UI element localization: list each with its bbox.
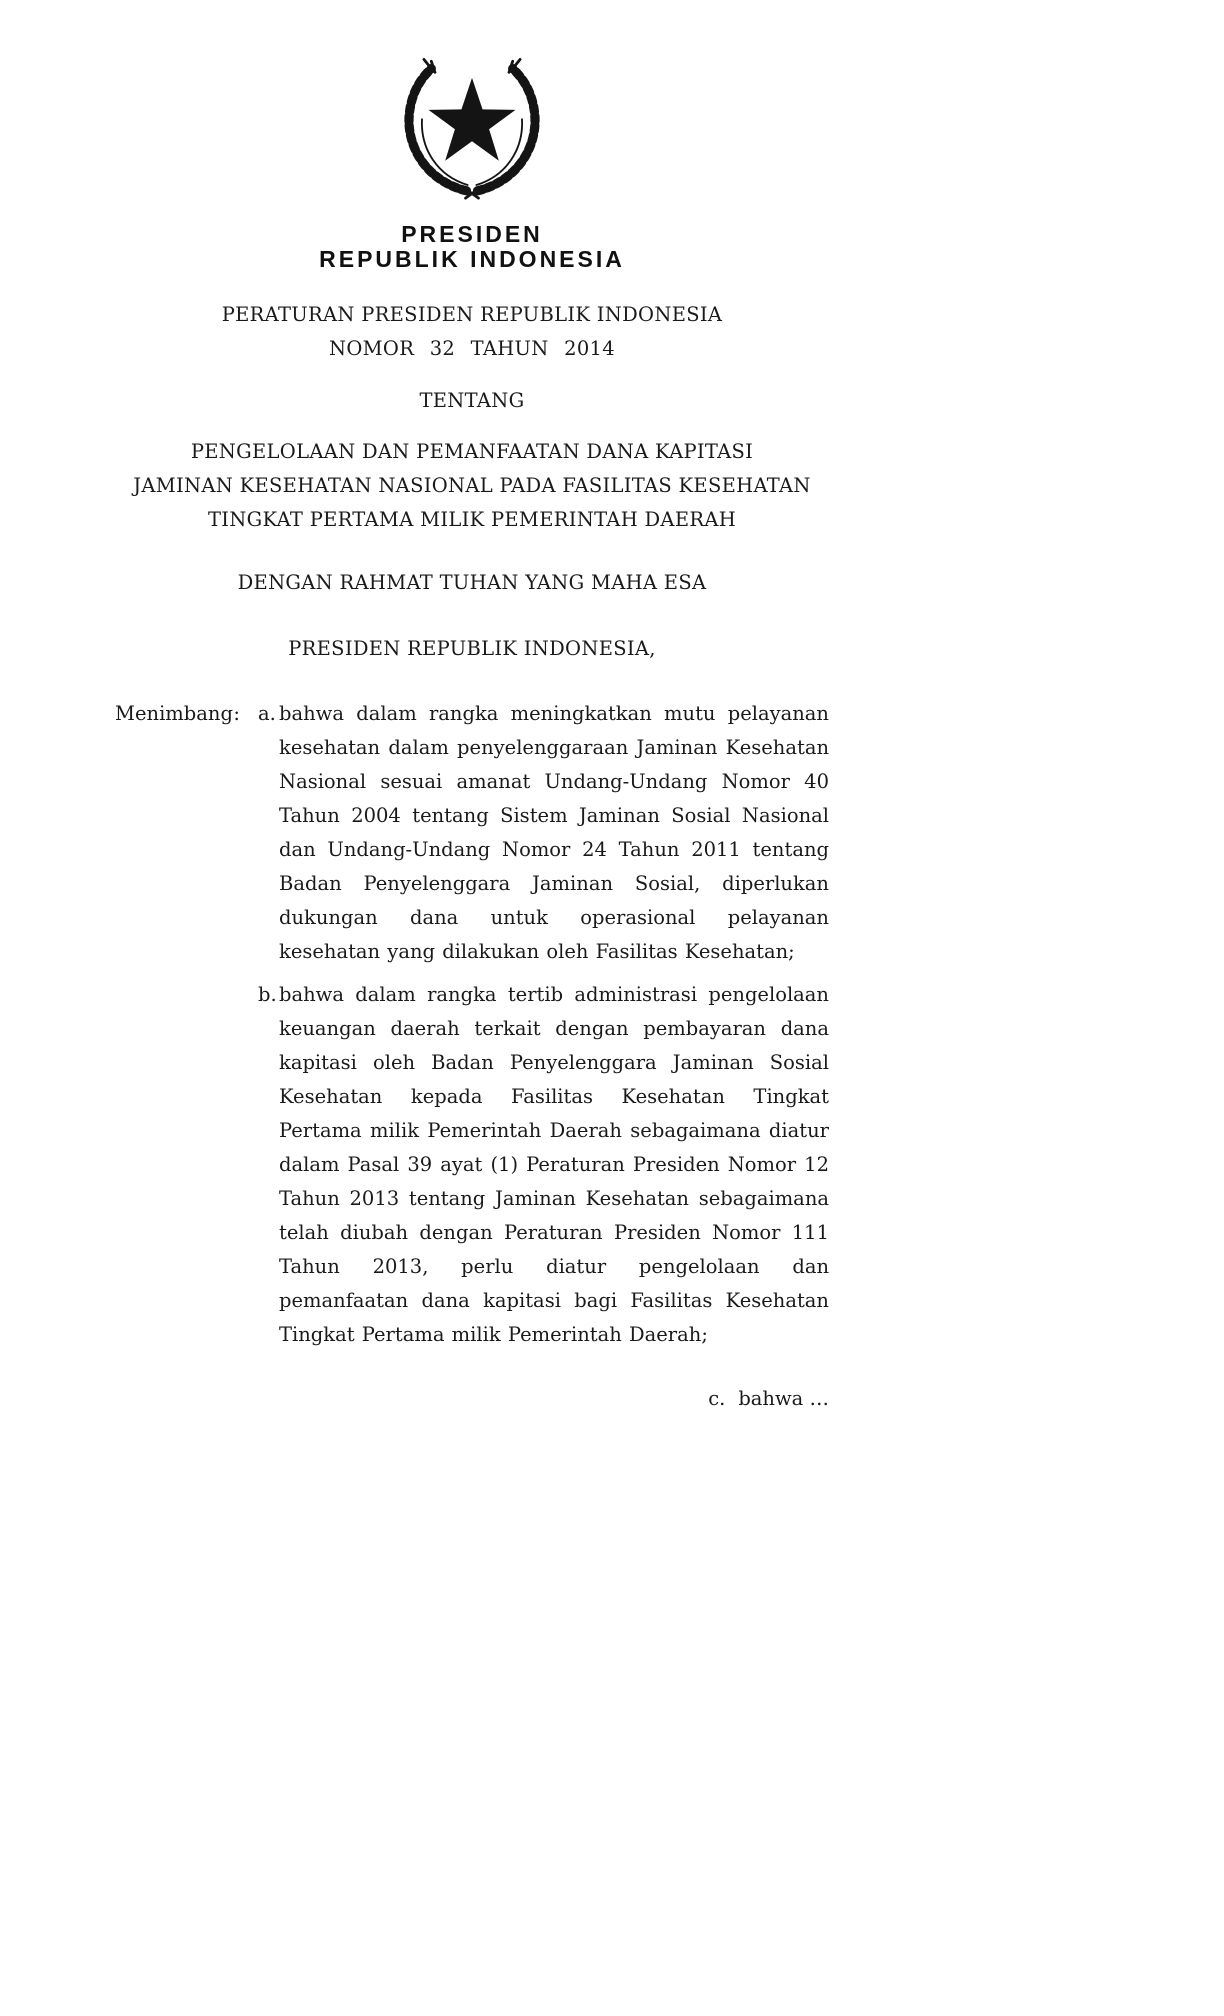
menimbang-row — [115, 697, 829, 1352]
invocation-line: DENGAN RAHMAT TUHAN YANG MAHA ESA — [237, 571, 707, 594]
catchword-marker: c. — [708, 1387, 726, 1410]
presidential-seal — [370, 52, 574, 200]
letterhead-republik-indonesia: REPUBLIK INDONESIA — [319, 246, 625, 272]
menimbang-label: Menimbang — [115, 702, 233, 725]
menimbang-label-column — [115, 697, 258, 731]
star-icon — [429, 78, 516, 161]
item-text: bahwa dalam rangka tertib administrasi pengelolaan keuangan daerah terkait dengan pembayaran dana kapitasi oleh Badan Penyelenggara Jaminan Sosial Kesehatan kepada Fasilitas Kesehatan Tingkat Pertama milik Pemerintah Daerah sebagaimana diatur dalam Pasal 39 ayat (1) Peraturan Presiden Nomor 12 Tahun 2013 tentang Jaminan Kesehatan sebagaimana telah diubah dengan Peraturan Presiden Nomor 111 Tahun 2013, perlu diatur pengelolaan dan pemanfaatan dana kapitasi bagi Fasilitas Kesehatan Tingkat Pertama milik Pemerintah Daerah; — [279, 983, 829, 1346]
regulation-title: PERATURAN PRESIDEN REPUBLIK INDONESIA — [221, 303, 723, 326]
consideration-item-a — [258, 697, 829, 969]
document-content — [115, 0, 829, 1416]
regulation-number: NOMOR 32 TAHUN 2014 — [329, 337, 615, 360]
menimbang-colon: : — [233, 702, 240, 725]
item-marker: b. — [258, 983, 277, 1006]
catchword — [115, 1382, 829, 1416]
consideration-item-b — [258, 978, 829, 1352]
authority-line: PRESIDEN REPUBLIK INDONESIA, — [288, 637, 656, 660]
subject-block — [115, 435, 829, 537]
tentang-label: TENTANG — [419, 389, 525, 412]
catchword-text: bahwa … — [738, 1387, 829, 1410]
star-wreath-emblem-icon — [370, 52, 574, 200]
letterhead-presiden: PRESIDEN — [401, 221, 543, 247]
item-marker: a. — [258, 702, 276, 725]
letterhead — [115, 0, 829, 272]
subject-line-1: PENGELOLAAN DAN PEMANFAATAN DANA KAPITASI — [190, 440, 754, 463]
consideration-items — [258, 697, 829, 1352]
item-text: bahwa dalam rangka meningkatkan mutu pelayanan kesehatan dalam penyelenggaraan Jaminan Kesehatan Nasional sesuai amanat Undang-Undang Nomor 40 Tahun 2004 tentang Sistem Jaminan Sosial Nasional dan Undang-Undang Nomor 24 Tahun 2011 tentang Badan Penyelenggara Jaminan Sosial, diperlukan dukungan dana untuk operasional pelayanan kesehatan yang dilakukan oleh Fasilitas Kesehatan; — [279, 702, 829, 963]
regulation-title-block — [115, 298, 829, 366]
subject-line-2: JAMINAN KESEHATAN NASIONAL PADA FASILITAS KESEHATAN — [133, 474, 811, 497]
considerations-section — [115, 697, 829, 1352]
subject-line-3: TINGKAT PERTAMA MILIK PEMERINTAH DAERAH — [207, 508, 737, 531]
